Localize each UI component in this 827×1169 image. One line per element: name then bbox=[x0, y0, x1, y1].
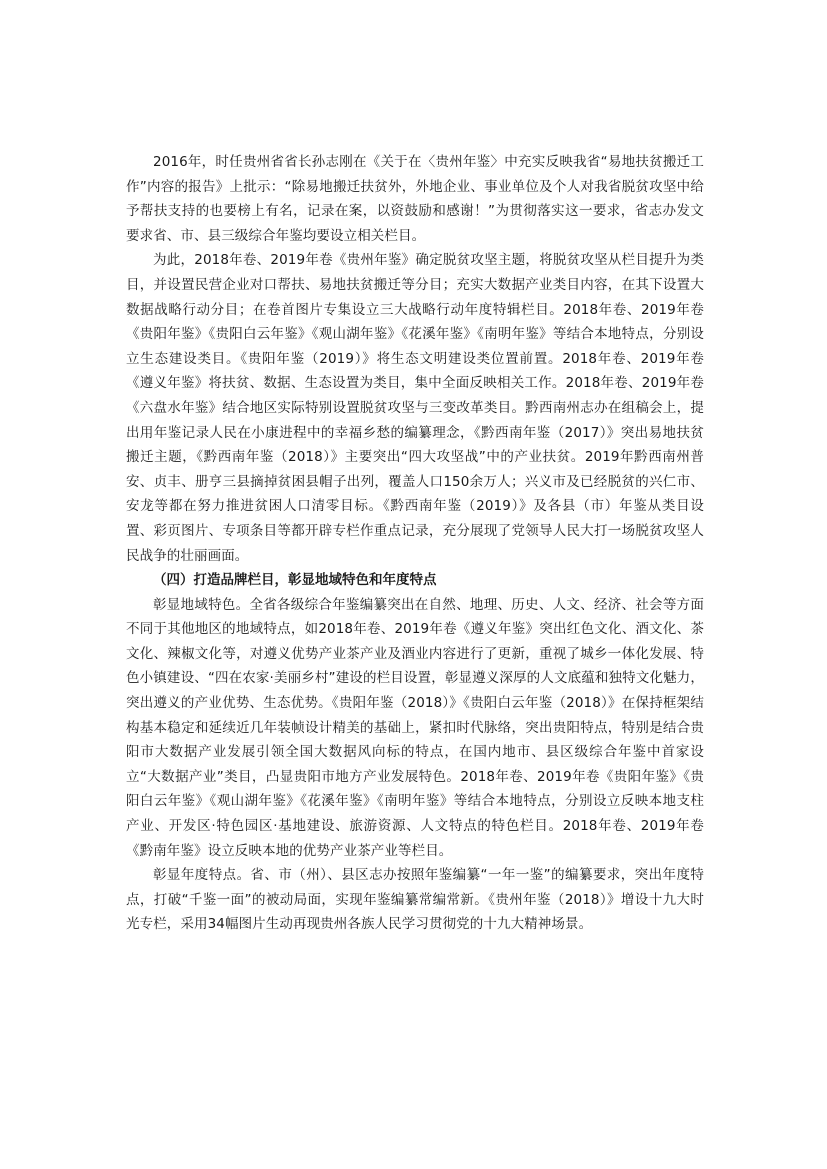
section-heading: （四）打造品牌栏目，彰显地域特色和年度特点 bbox=[153, 572, 437, 589]
paragraph-poverty-alleviation: 为此，2018年卷、2019年卷《贵州年鉴》确定脱贫攻坚主题，将脱贫攻坚从栏目提升为类目，并设置民营企业对口帮扶、易地扶贫搬迁等分目；充实大数据产业类目内容，在其下设置大数据战略行动分目；在卷首图片专集设立三大战略行动年度特辑栏目。2018年卷、2019年卷《贵阳年鉴》《贵阳白云年鉴》《观山湖年鉴》《花溪年鉴》《南明年鉴》等结合本地特点，分别设立生态建设类目。《贵阳年鉴（2019）》将生态文明建设类位置前置。2018年卷、2019年卷《遵义年鉴》将扶贫、数据、生态设置为类目，集中全面反映相关工作。2018年卷、2019年卷《六盘水年鉴》结合地区实际特别设置脱贫攻坚与三变改革类目。黔西南州志办在组稿会上，提出用年鉴记录人民在小康进程中的幸福乡愁的编纂理念，《黔西南年鉴（2017）》突出易地扶贫搬迁主题，《黔西南年鉴（2018）》主要突出“四大攻坚战”中的产业扶贫。2019年黔西南州普安、贞丰、册亨三县摘掉贫困县帽子出列，覆盖人口150余万人；兴义市及已经脱贫的兴仁市、安龙等都在努力推进贫困人口清零目标。《黔西南年鉴（2019）》及各县（市）年鉴从类目设置、彩页图片、专项条目等都开辟专栏作重点记录，充分展现了党领导人民大打一场脱贫攻坚人民战争的壮丽画面。 bbox=[126, 252, 704, 564]
paragraph-instruction: 2016年，时任贵州省省长孙志刚在《关于在〈贵州年鉴〉中充实反映我省“易地扶贫搬迁工作”内容的报告》上批示：“除易地搬迁扶贫外，外地企业、事业单位及个人对我省脱贫攻坚中给予帮扶支持的也要榜上有名，记录在案，以资鼓励和感谢！”为贯彻落实这一要求，省志办发文要求省、市、县三级综合年鉴均要设立相关栏目。 bbox=[126, 154, 704, 244]
paragraph-regional-features: 彰显地域特色。全省各级综合年鉴编纂突出在自然、地理、历史、人文、经济、社会等方面不同于其他地区的地域特点，如2018年卷、2019年卷《遵义年鉴》突出红色文化、酒文化、茶文化、辣椒文化等，对遵义优势产业茶产业及酒业内容进行了更新，重视了城乡一体化发展、特色小镇建设、“四在农家·美丽乡村”建设的栏目设置，彰显遵义深厚的人文底蕴和独特文化魅力，突出遵义的产业优势、生态优势。《贵阳年鉴（2018）》《贵阳白云年鉴（2018）》在保持框架结构基本稳定和延续近几年装帧设计精美的基础上，紧扣时代脉络，突出贵阳特点，特别是结合贵阳市大数据产业发展引领全国大数据风向标的特点，在国内地市、县区级综合年鉴中首家设立“大数据产业”类目，凸显贵阳市地方产业发展特色。2018年卷、2019年卷《贵阳年鉴》《贵阳白云年鉴》《观山湖年鉴》《花溪年鉴》《南明年鉴》等结合本地特点，分别设立反映本地支柱产业、开发区·特色园区·基地建设、旅游资源、人文特点的特色栏目。2018年卷、2019年卷《黔南年鉴》设立反映本地的优势产业茶产业等栏目。 bbox=[126, 596, 704, 859]
paragraph-annual-features: 彰显年度特点。省、市（州）、县区志办按照年鉴编纂“一年一鉴”的编纂要求，突出年度特点，打破“千鉴一面”的被动局面，实现年鉴编纂常编常新。《贵州年鉴（2018）》增设十九大时光专栏，采用34幅图片生动再现贵州各族人民学习贯彻党的十九大精神场景。 bbox=[126, 867, 704, 933]
document-body bbox=[126, 150, 704, 937]
